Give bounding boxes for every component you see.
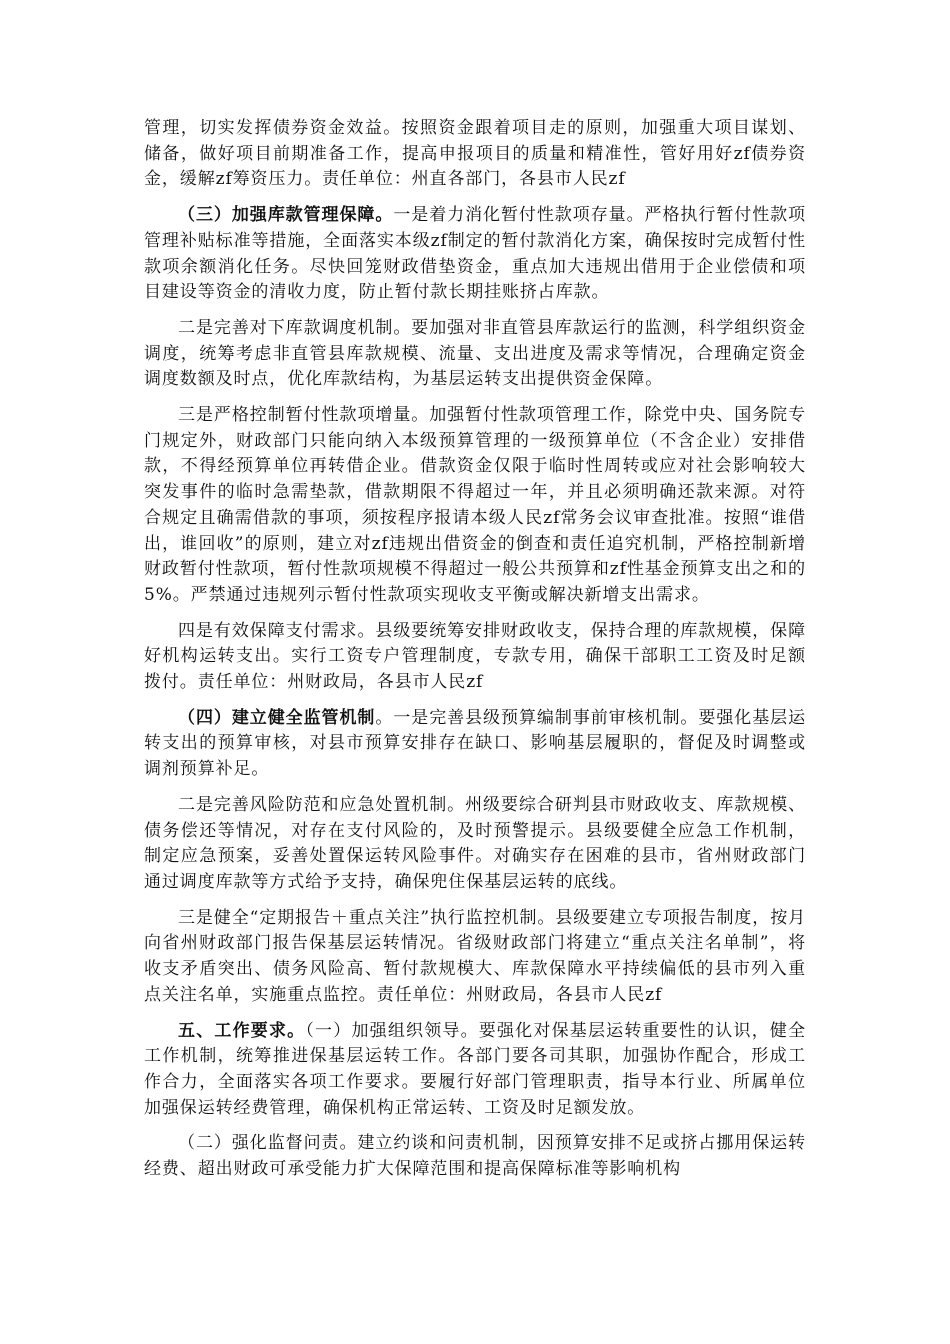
- paragraph-1-text: 管理，切实发挥债券资金效益。按照资金跟着项目走的原则，加强重大项目谋划、储备，做好项目前期准备工作，提高申报项目的质量和精准性，管好用好zf债券资金，缓解zf筹资压力。责任单位：州直各部门，各县市人民zf: [144, 118, 806, 190]
- paragraph-2-lead: （三）加强库款管理保障。: [178, 205, 394, 226]
- paragraph-9-text: （一）加强组织领导。要强化对保基层运转重要性的认识，健全工作机制，统筹推进保基层运转工作。各部门要各司其职，加强协作配合，形成工作合力，全面落实各项工作要求。要履行好部门管理职责，指导本行业、所属单位加强保运转经费管理，确保机构正常运转、工资及时足额发放。: [144, 1020, 806, 1118]
- paragraph-4: [144, 403, 806, 609]
- paragraph-8: [144, 906, 806, 1009]
- paragraph-5: [144, 619, 806, 696]
- paragraph-8-text: 三是健全“定期报告＋重点关注”执行监控机制。县级要建立专项报告制度，按月向省州财政部门报告保基层运转情况。省级财政部门将建立“重点关注名单制”，将收支矛盾突出、债务风险高、暂付款规模大、库款保障水平持续偏低的县市列入重点关注名单，实施重点监控。责任单位：州财政局，各县市人民zf: [144, 907, 806, 1005]
- paragraph-3-text: 二是完善对下库款调度机制。要加强对非直管县库款运行的监测，科学组织资金调度，统筹考虑非直管县库款规模、流量、支出进度及需求等情况，合理确定资金调度数额及时点，优化库款结构，为基层运转支出提供资金保障。: [144, 317, 806, 390]
- paragraph-1: [144, 116, 806, 193]
- paragraph-3: [144, 316, 806, 393]
- paragraph-6-lead: （四）建立健全监管机制: [178, 707, 376, 728]
- paragraph-9-lead: 五、工作要求。: [178, 1020, 306, 1041]
- paragraph-7: [144, 793, 806, 896]
- paragraph-6-text: 。一是完善县级预算编制事前审核机制。要强化基层运转支出的预算审核，对县市预算安排存在缺口、影响基层履职的，督促及时调整或调剂预算补足。: [144, 707, 806, 780]
- paragraph-9: [144, 1019, 806, 1122]
- paragraph-6: [144, 706, 806, 783]
- document-body: [144, 116, 806, 1193]
- paragraph-2-text: 一是着力消化暂付性款项存量。严格执行暂付性款项管理补贴标准等措施，全面落实本级zf制定的暂付款消化方案，确保按时完成暂付性款项余额消化任务。尽快回笼财政借垫资金，重点加大违规出借用于企业偿债和项目建设等资金的清收力度，防止暂付款长期挂账挤占库款。: [144, 205, 806, 303]
- paragraph-10-text: （二）强化监督问责。建立约谈和问责机制，因预算安排不足或挤占挪用保运转经费、超出财政可承受能力扩大保障范围和提高保障标准等影响机构: [144, 1133, 806, 1180]
- paragraph-2: [144, 203, 806, 306]
- paragraph-5-text: 四是有效保障支付需求。县级要统筹安排财政收支，保持合理的库款规模，保障好机构运转支出。实行工资专户管理制度，专款专用，确保干部职工工资及时足额拨付。责任单位：州财政局，各县市人民zf: [144, 620, 806, 693]
- paragraph-10: [144, 1131, 806, 1182]
- paragraph-7-text: 二是完善风险防范和应急处置机制。州级要综合研判县市财政收支、库款规模、债务偿还等情况，对存在支付风险的，及时预警提示。县级要健全应急工作机制，制定应急预案，妥善处置保运转风险事件。对确实存在困难的县市，省州财政部门通过调度库款等方式给予支持，确保兜住保基层运转的底线。: [144, 794, 806, 892]
- paragraph-4-text: 三是严格控制暂付性款项增量。加强暂付性款项管理工作，除党中央、国务院专门规定外，财政部门只能向纳入本级预算管理的一级预算单位（不含企业）安排借款，不得经预算单位再转借企业。借款资金仅限于临时性周转或应对社会影响较大突发事件的临时急需垫款，借款期限不得超过一年，并且必须明确还款来源。对符合规定且确需借款的事项，须按程序报请本级人民zf常务会议审查批准。按照“谁借出，谁回收”的原则，建立对zf违规出借资金的倒查和责任追究机制，严格控制新增财政暂付性款项，暂付性款项规模不得超过一般公共预算和zf性基金预算支出之和的5%。严禁通过违规列示暂付性款项实现收支平衡或解决新增支出需求。: [144, 405, 806, 605]
